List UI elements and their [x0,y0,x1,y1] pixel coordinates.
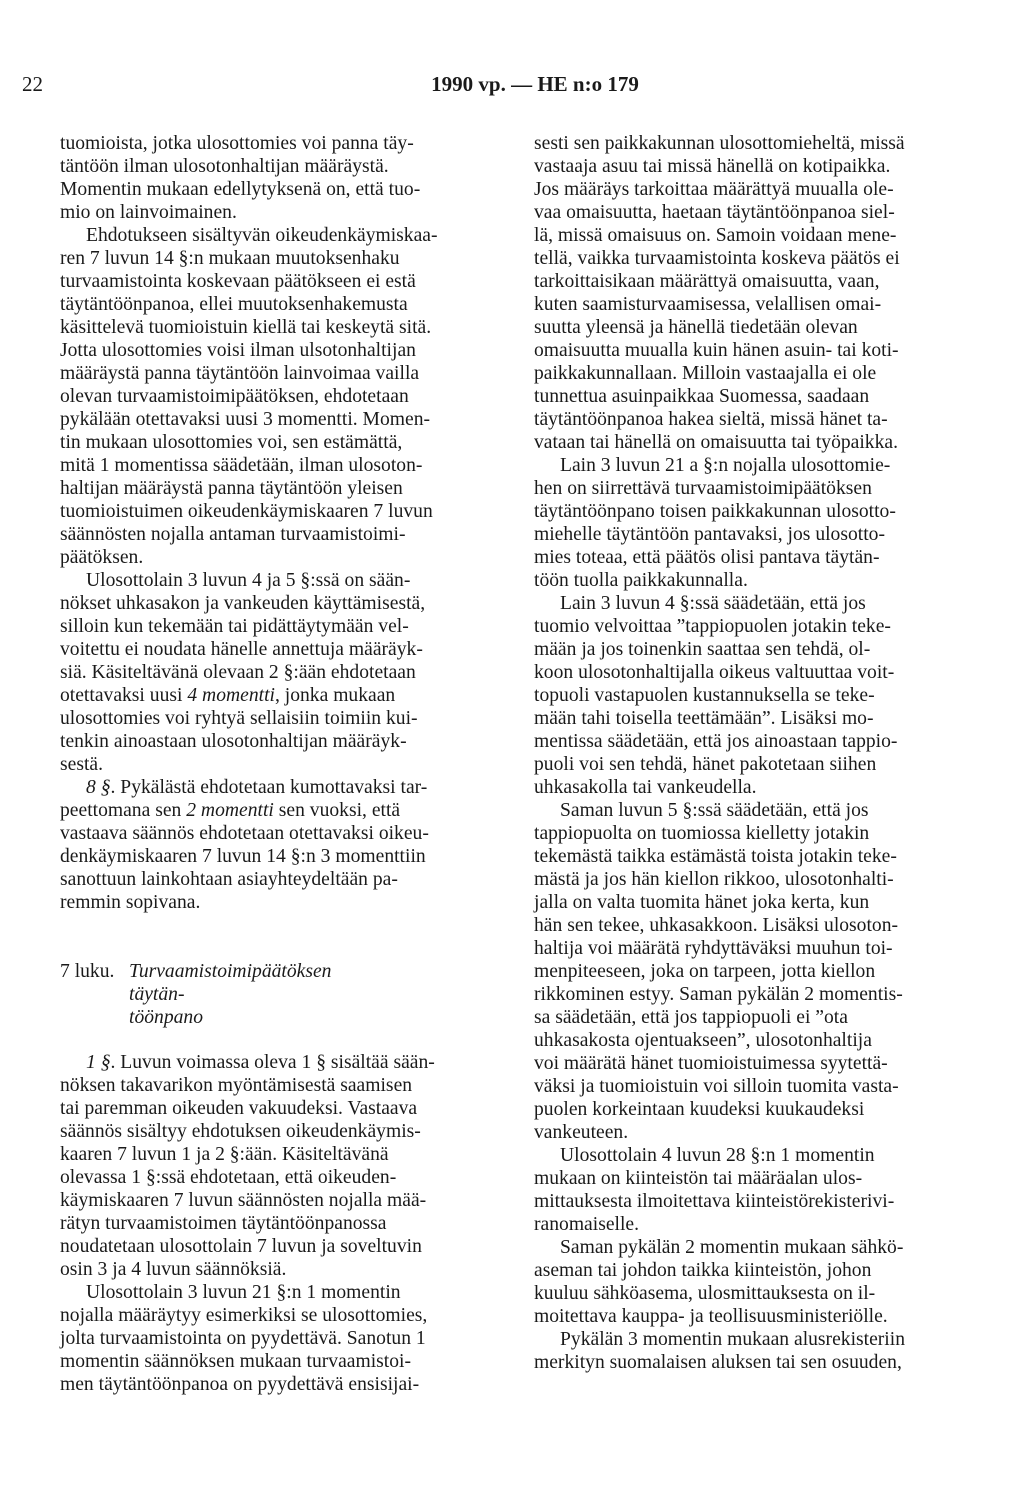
paragraph: Saman pykälän 2 momentin mukaan sähkö- aseman tai johdon taikka kiinteistön, johon kuuluu sähköasema, ulosmittauksesta on il- moitettava kauppa- ja teollisuusministeriölle. [534,1237,904,1327]
paragraph: Lain 3 luvun 4 §:ssä säädetään, että jos tuomio velvoittaa ”tappiopuolen jotakin teke- mään ja jos toinenkin saattaa sen tehdä, ol- koon ulosotonhaltijalla oikeus valtuuttaa voit- topuoli vastapuolen kustannuksella se teke- mään tahi toisella teettämään”. Lisäksi mo- mentissa säädetään, että jos ainoastaan tappio- puoli voi sen tehdä, hänet pakotetaan siihen uhkasakolla tai vankeudella. [534,593,898,798]
text-span: Ulosottolain 3 luvun 4 ja 5 §:ssä on sään- nökset uhkasakon ja vankeuden käyttämisestä, silloin kun tekemään tai pidättäytymään vel- voitettu ei noudata hänelle annettuja määräyk- siä. Käsiteltävänä olevaan 2 §:ään ehdotetaan otettavaksi uusi [60,570,426,706]
paragraph [60,1051,520,1281]
paragraph: Saman luvun 5 §:ssä säädetään, että jos tappiopuolta on tuomiossa kielletty jotakin tekemästä taikka estämästä toista jotakin teke- mästä ja jos hän kiellon rikkoo, ulosotonhalti- jalla on valta tuomita hänet joka kerta, kun hän sen tekee, uhkasakkoon. Lisäksi ulosoton- haltija voi määrätä ryhdyttäväksi muuhun toi- menpiteeseen, joka on tarpeen, jotta kiellon rikkominen estyy. Saman pykälän 2 momentis- sa säädetään, että jos tappiopuoli ei ”ota uhkasakosta ojentuakseen”, ulosotonhaltija voi määrätä hänet tuomioistuimessa syytettä- väksi ja tuomioistuin voi silloin tuomita vasta- puolen korkeintaan kuudeksi kuukaudeksi vankeuteen. [534,800,903,1143]
text-span: sen vuoksi, että vastaava säännös ehdotetaan otettavaksi oikeu- denkäymiskaaren 7 luvun 14 §:n 3 momenttiin sanottuun lainkohtaan asiayhteydeltään pa- remmin sopivana. [60,800,429,913]
page-number: 22 [22,72,43,96]
chapter-title: Turvaamistoimipäätöksen täytän- töönpano [129,961,332,1028]
paragraph: Ehdotukseen sisältyvän oikeudenkäymiskaa- ren 7 luvun 14 §:n mukaan muutoksenhaku turvaamistointa koskevaan päätökseen ei estä täytäntöönpanoa, ellei muutoksenhakemusta käsittelevä tuomioistuin kiellä tai keskeytä sitä. Jotta ulosottomies voisi ilman ulsotonhaltijan määräystä panna täytäntöön lainvoimaa vailla olevan turvaamistoimipäätöksen, ehdotetaan pykälään otettavaksi uusi 3 momentti. Momen- tin mukaan ulosottomies voi, sen estämättä, mitä 1 momentissa säädetään, ilman ulosoton- haltijan määräystä panna täytäntöön yleisen tuomioistuimen oikeudenkäymiskaaren 7 luvun säännösten nojalla antaman turvaamistoimi- päätöksen. [60,225,438,568]
paragraph [60,569,520,776]
paragraph: tuomioista, jotka ulosottomies voi panna täy- täntöön ilman ulosotonhaltijan määräystä. Momentin mukaan edellytyksenä on, että tuo- mio on lainvoimainen. [60,133,421,223]
paragraph: Ulosottolain 3 luvun 21 §:n 1 momentin nojalla määräytyy esimerkiksi se ulosottomies, jolta turvaamistointa on pyydettävä. Sanotun 1 momentin säännöksen mukaan turvaamistoi- men täytäntöönpanoa on pyydettävä ensisijai- [60,1282,428,1395]
chapter-number: 7 luku. [60,961,115,982]
left-column [60,132,520,1396]
chapter-heading [60,960,520,1029]
paragraph: Lain 3 luvun 21 a §:n nojalla ulosottomie- hen on siirrettävä turvaamistoimipäätöksen täytäntöönpano toisen paikkakunnan ulosotto- miehelle täytäntöön pantavaksi, jos ulosotto- mies toteaa, että päätös olisi pantava täytän- töön tuolla paikkakunnalla. [534,455,896,591]
text-span: . Luvun voimassa oleva 1 § sisältää sään- nöksen takavarikon myöntämisestä saamisen tai paremman oikeuden vakuudeksi. Vastaava säännös sisältyy ehdotuksen oikeudenkäymis- kaaren 7 luvun 1 ja 2 §:ään. Käsiteltävänä olevassa 1 §:ssä ehdotetaan, että oikeuden- käymiskaaren 7 luvun säännösten nojalla mää- rätyn turvaamistoimen täytäntöönpanossa noudatetaan ulosottolain 7 luvun ja soveltuvin osin 3 ja 4 luvun säännöksiä. [60,1052,435,1280]
italic-term: 4 momentti [187,685,275,706]
paragraph: sesti sen paikkakunnan ulosottomieheltä, missä vastaaja asuu tai missä hänellä on kotipaikka. Jos määräys tarkoittaa määrättyä muualla ole- vaa omaisuutta, haetaan täytäntöönpanoa siel- lä, missä omaisuus on. Samoin voidaan mene- tellä, vaikka turvaamistointa koskeva päätös ei tarkoittaisikaan määrättyä omaisuutta, vaan, kuten saamisturvaamisessa, velallisen omai- suutta yleensä ja hänellä tiedetään olevan omaisuutta muualla kuin hänen asuin- tai koti- paikkakunnallaan. Milloin vastaajalla ei ole tunnettua asuinpaikkaa Suomessa, saadaan täytäntöönpanoa hakea sieltä, missä hänet ta- vataan tai hänellä on omaisuutta tai työpaikka. [534,133,905,453]
italic-term: 2 momentti [186,800,274,821]
right-column [534,132,994,1374]
paragraph [60,776,520,914]
text-span: , jonka mukaan ulosottomies voi ryhtyä sellaisiin toimiin kui- tenkin ainoastaan ulosotonhaltijan määräyk- sestä. [60,685,418,775]
section-ref: 1 § [86,1052,111,1073]
page-header-title: 1990 vp. — HE n:o 179 [431,72,639,96]
text-span: . Pykälästä ehdotetaan kumottavaksi tar- peettomana sen [60,777,428,821]
section-ref: 8 § [86,777,111,798]
paragraph: Ulosottolain 4 luvun 28 §:n 1 momentin mukaan on kiinteistön tai määräalan ulos- mittauksesta ilmoitettava kiinteistörekisterivi- ranomaiselle. [534,1145,895,1235]
paragraph: Pykälän 3 momentin mukaan alusrekisteriin merkityn suomalaisen aluksen tai sen osuuden, [534,1329,905,1373]
